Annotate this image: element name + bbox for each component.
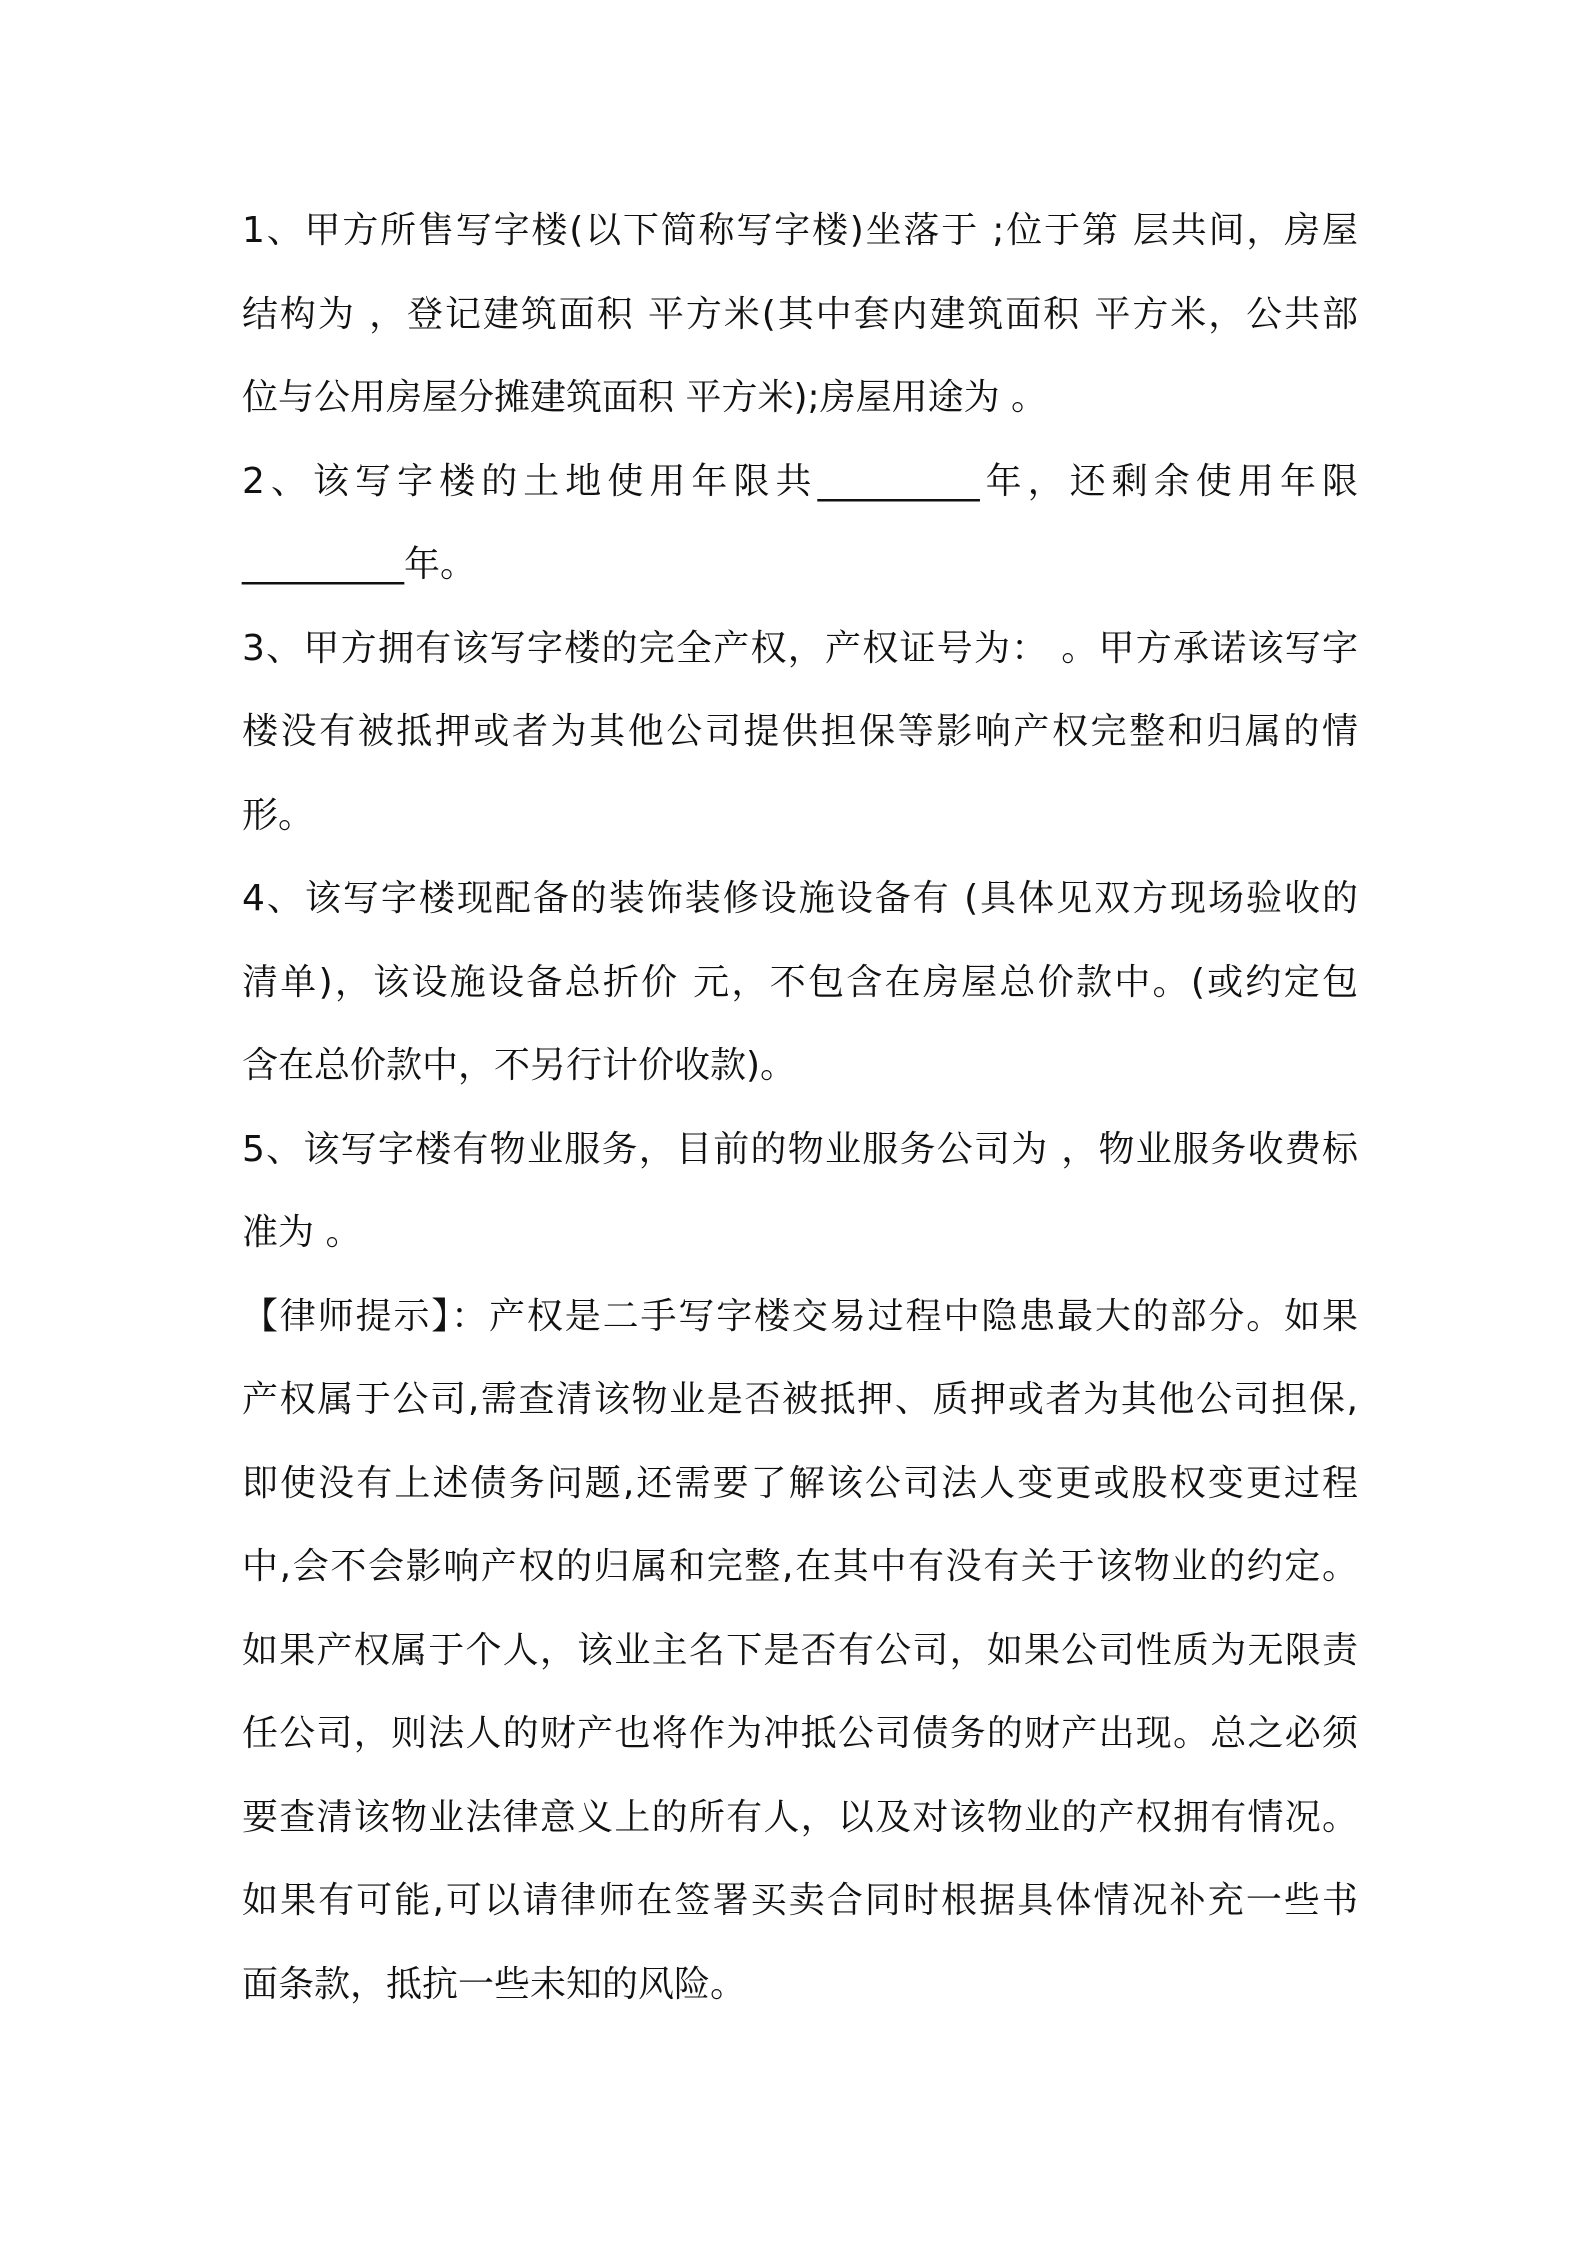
text-line: 楼没有被抵押或者为其他公司提供担保等影响产权完整和归属的情 xyxy=(242,711,1358,752)
text-line: 面条款，抵抗一些未知的风险。 xyxy=(242,1963,747,2005)
text-line: 准为 。 xyxy=(242,1212,362,1253)
clause-3-paragraph xyxy=(242,607,1358,858)
text-line: 3、甲方拥有该写字楼的完全产权，产权证号为： 。甲方承诺该写字 xyxy=(242,627,1358,669)
text-line: 5、该写字楼有物业服务，目前的物业服务公司为 ，物业服务收费标 xyxy=(242,1128,1358,1170)
text-line: 1、甲方所售写字楼(以下简称写字楼)坐落于 ;位于第 层共间，房屋 xyxy=(242,210,1358,251)
text-line: 如果产权属于个人，该业主名下是否有公司，如果公司性质为无限责 xyxy=(242,1629,1358,1671)
text-line: 4、该写字楼现配备的装饰装修设施设备有 (具体见双方现场验收的 xyxy=(242,878,1358,919)
clause-1-paragraph xyxy=(242,189,1358,440)
text-line: 位与公用房屋分摊建筑面积 平方米);房屋用途为 。 xyxy=(242,377,1048,418)
text-line: 结构为 ，登记建筑面积 平方米(其中套内建筑面积 平方米，公共部 xyxy=(242,293,1358,335)
text-line: 含在总价款中，不另行计价收款)。 xyxy=(242,1045,797,1086)
text-line: 中,会不会影响产权的归属和完整,在其中有没有关于该物业的约定。 xyxy=(242,1546,1358,1587)
text-line: 【律师提示】：产权是二手写字楼交易过程中隐患最大的部分。如果 xyxy=(242,1295,1358,1337)
text-line: 2、该写字楼的土地使用年限共_________年，还剩余使用年限 xyxy=(242,460,1358,502)
text-line: 清单)，该设施设备总折价 元，不包含在房屋总价款中。(或约定包 xyxy=(242,961,1358,1003)
clause-2-paragraph xyxy=(242,440,1358,607)
clause-4-paragraph xyxy=(242,857,1358,1108)
clause-5-paragraph xyxy=(242,1108,1358,1275)
document-body xyxy=(242,189,1358,2026)
text-line: 即使没有上述债务问题,还需要了解该公司法人变更或股权变更过程 xyxy=(242,1462,1358,1504)
lawyer-tip-paragraph xyxy=(242,1275,1358,2027)
text-line: 如果有可能,可以请律师在签署买卖合同时根据具体情况补充一些书 xyxy=(242,1880,1358,1921)
text-line: 任公司，则法人的财产也将作为冲抵公司债务的财产出现。总之必须 xyxy=(242,1713,1358,1754)
text-line: 形。 xyxy=(242,794,315,836)
text-line: _________年。 xyxy=(242,544,477,585)
text-line: 要查清该物业法律意义上的所有人，以及对该物业的产权拥有情况。 xyxy=(242,1796,1358,1838)
text-line: 产权属于公司,需查清该物业是否被抵押、质押或者为其他公司担保, xyxy=(242,1379,1358,1420)
